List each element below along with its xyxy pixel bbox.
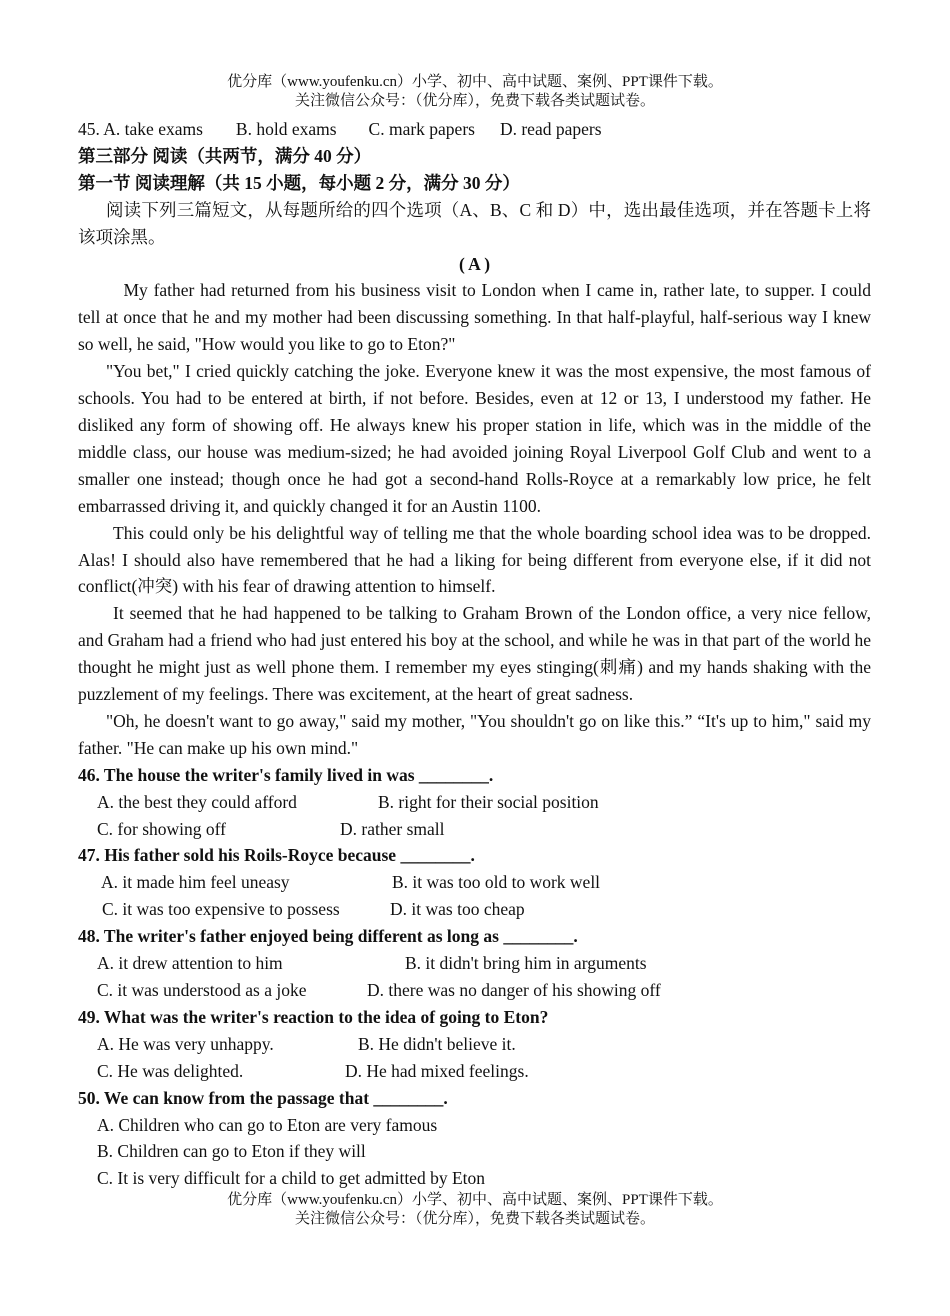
question-49-stem: 49. What was the writer's reaction to the idea of going to Eton? (78, 1006, 549, 1027)
q48-option-b: B. it didn't bring him in arguments (405, 953, 647, 974)
question-45-options (78, 116, 871, 143)
question-48-options-row-2 (78, 977, 871, 1004)
q45-option-d: D. read papers (499, 119, 602, 139)
q50-option-c: C. It is very difficult for a child to get admitted by Eton (97, 1168, 485, 1189)
page-header (0, 73, 950, 111)
q48-option-d: D. there was no danger of his showing off (367, 980, 661, 1000)
q47-option-b: B. it was too old to work well (392, 872, 601, 893)
q49-option-b: B. He didn't believe it. (358, 1033, 516, 1054)
instructions: 阅读下列三篇短文，从每题所给的四个选项（A、B、C 和 D）中，选出最佳选项，并在答题卡上将该项涂黑。 (78, 199, 871, 247)
q46-option-c: C. for showing off (97, 818, 226, 839)
q47-option-d: D. it was too cheap (390, 899, 525, 920)
page-footer (0, 1191, 950, 1229)
q49-option-a: A. He was very unhappy. (97, 1033, 274, 1054)
q46-option-a: A. the best they could afford (97, 791, 297, 812)
q49-option-d: D. He had mixed feelings. (345, 1060, 529, 1081)
footer-line-2: 关注微信公众号：（优分库），免费下载各类试题试卷。 (294, 1211, 655, 1227)
header-line-1: 优分库（www.youfenku.cn）小学、初中、高中试题、案例、PPT课件下载。 (227, 74, 723, 90)
q46-option-b: B. right for their social position (378, 791, 599, 812)
passage-paragraph-1: My father had returned from his business visit to London when I came in, rather late, to supper. I could tell at once that he and my mother had been discussing something. In that half-playful, half-serious way I knew so well, he said, "How would you like to go to Eton?" (78, 280, 871, 355)
question-48-stem: 48. The writer's father enjoyed being different as long as ________. (78, 926, 578, 947)
passage-paragraph-5: "Oh, he doesn't want to go away," said my mother, "You shouldn't go on like this.” “It's up to him," said my father. "He can make up his own mind." (78, 710, 871, 758)
q48-option-c: C. it was understood as a joke (97, 980, 307, 1000)
passage-paragraph-3: This could only be his delightful way of telling me that the whole boarding school idea was to be dropped. Alas! I should also have remembered that he had a liking for being different from everyone else, if it did not conflict(冲突) with his fear of drawing attention to himself. (78, 522, 871, 597)
passage-paragraph-4: It seemed that he had happened to be talking to Graham Brown of the London office, a very nice fellow, and Graham had a friend who had just entered his boy at the school, and while he was in that part of the world he thought he might just as well phone them. I remember my eyes stinging(刺痛) and my hands shaking with the puzzlement of my feelings. There was excitement, at the heart of great sadness. (78, 603, 871, 705)
header-line-2: 关注微信公众号：（优分库），免费下载各类试题试卷。 (294, 93, 655, 109)
question-46-options-row-1 (78, 789, 871, 816)
passage-paragraph-2: "You bet," I cried quickly catching the joke. Everyone knew it was the most expensive, the most famous of schools. You had to be entered at birth, if not before. Besides, even at 12 or 13, I understood my father. He disliked any form of showing off. He always knew his proper station in life, which was in the middle of the middle class, our house was medium-sized; he had avoided joining Royal Liverpool Golf Club and went to a smaller one instead; though once he had got a second-hand Rolls-Royce at a remarkably low price, he felt embarrassed driving it, and quickly changed it for an Austin 1100. (78, 361, 871, 516)
q48-option-a: A. it drew attention to him (97, 953, 283, 974)
question-50-stem: 50. We can know from the passage that ________. (78, 1087, 448, 1108)
q47-option-c: C. it was too expensive to possess (102, 899, 340, 920)
question-49-options-row-1 (78, 1031, 871, 1058)
q49-option-c: C. He was delighted. (97, 1060, 244, 1081)
question-49-options-row-2 (78, 1058, 871, 1085)
q47-option-a: A. it made him feel uneasy (101, 872, 290, 893)
question-47-options-row-1 (78, 869, 871, 896)
q50-option-b: B. Children can go to Eton if they will (97, 1141, 366, 1162)
question-47-stem: 47. His father sold his Roils-Royce because ________. (78, 845, 475, 866)
question-47-options-row-2 (78, 896, 871, 923)
q45-option-b: B. hold exams (235, 119, 337, 139)
question-46-stem: 46. The house the writer's family lived in was ________. (78, 764, 494, 785)
part-3-heading: 第三部分 阅读（共两节，满分 40 分） (78, 145, 372, 166)
q45-option-c: C. mark papers (368, 119, 475, 139)
q46-option-d: D. rather small (340, 818, 445, 839)
passage-label: ( A ) (458, 253, 491, 274)
q45-option-a: 45. A. take exams (78, 119, 203, 139)
question-48-options-row-1 (78, 950, 871, 977)
question-46-options-row-2 (78, 816, 871, 843)
q50-option-a: A. Children who can go to Eton are very famous (97, 1114, 438, 1135)
footer-line-1: 优分库（www.youfenku.cn）小学、初中、高中试题、案例、PPT课件下载。 (227, 1192, 723, 1208)
section-1-heading: 第一节 阅读理解（共 15 小题，每小题 2 分，满分 30 分） (78, 172, 520, 193)
exam-page (78, 116, 871, 1192)
